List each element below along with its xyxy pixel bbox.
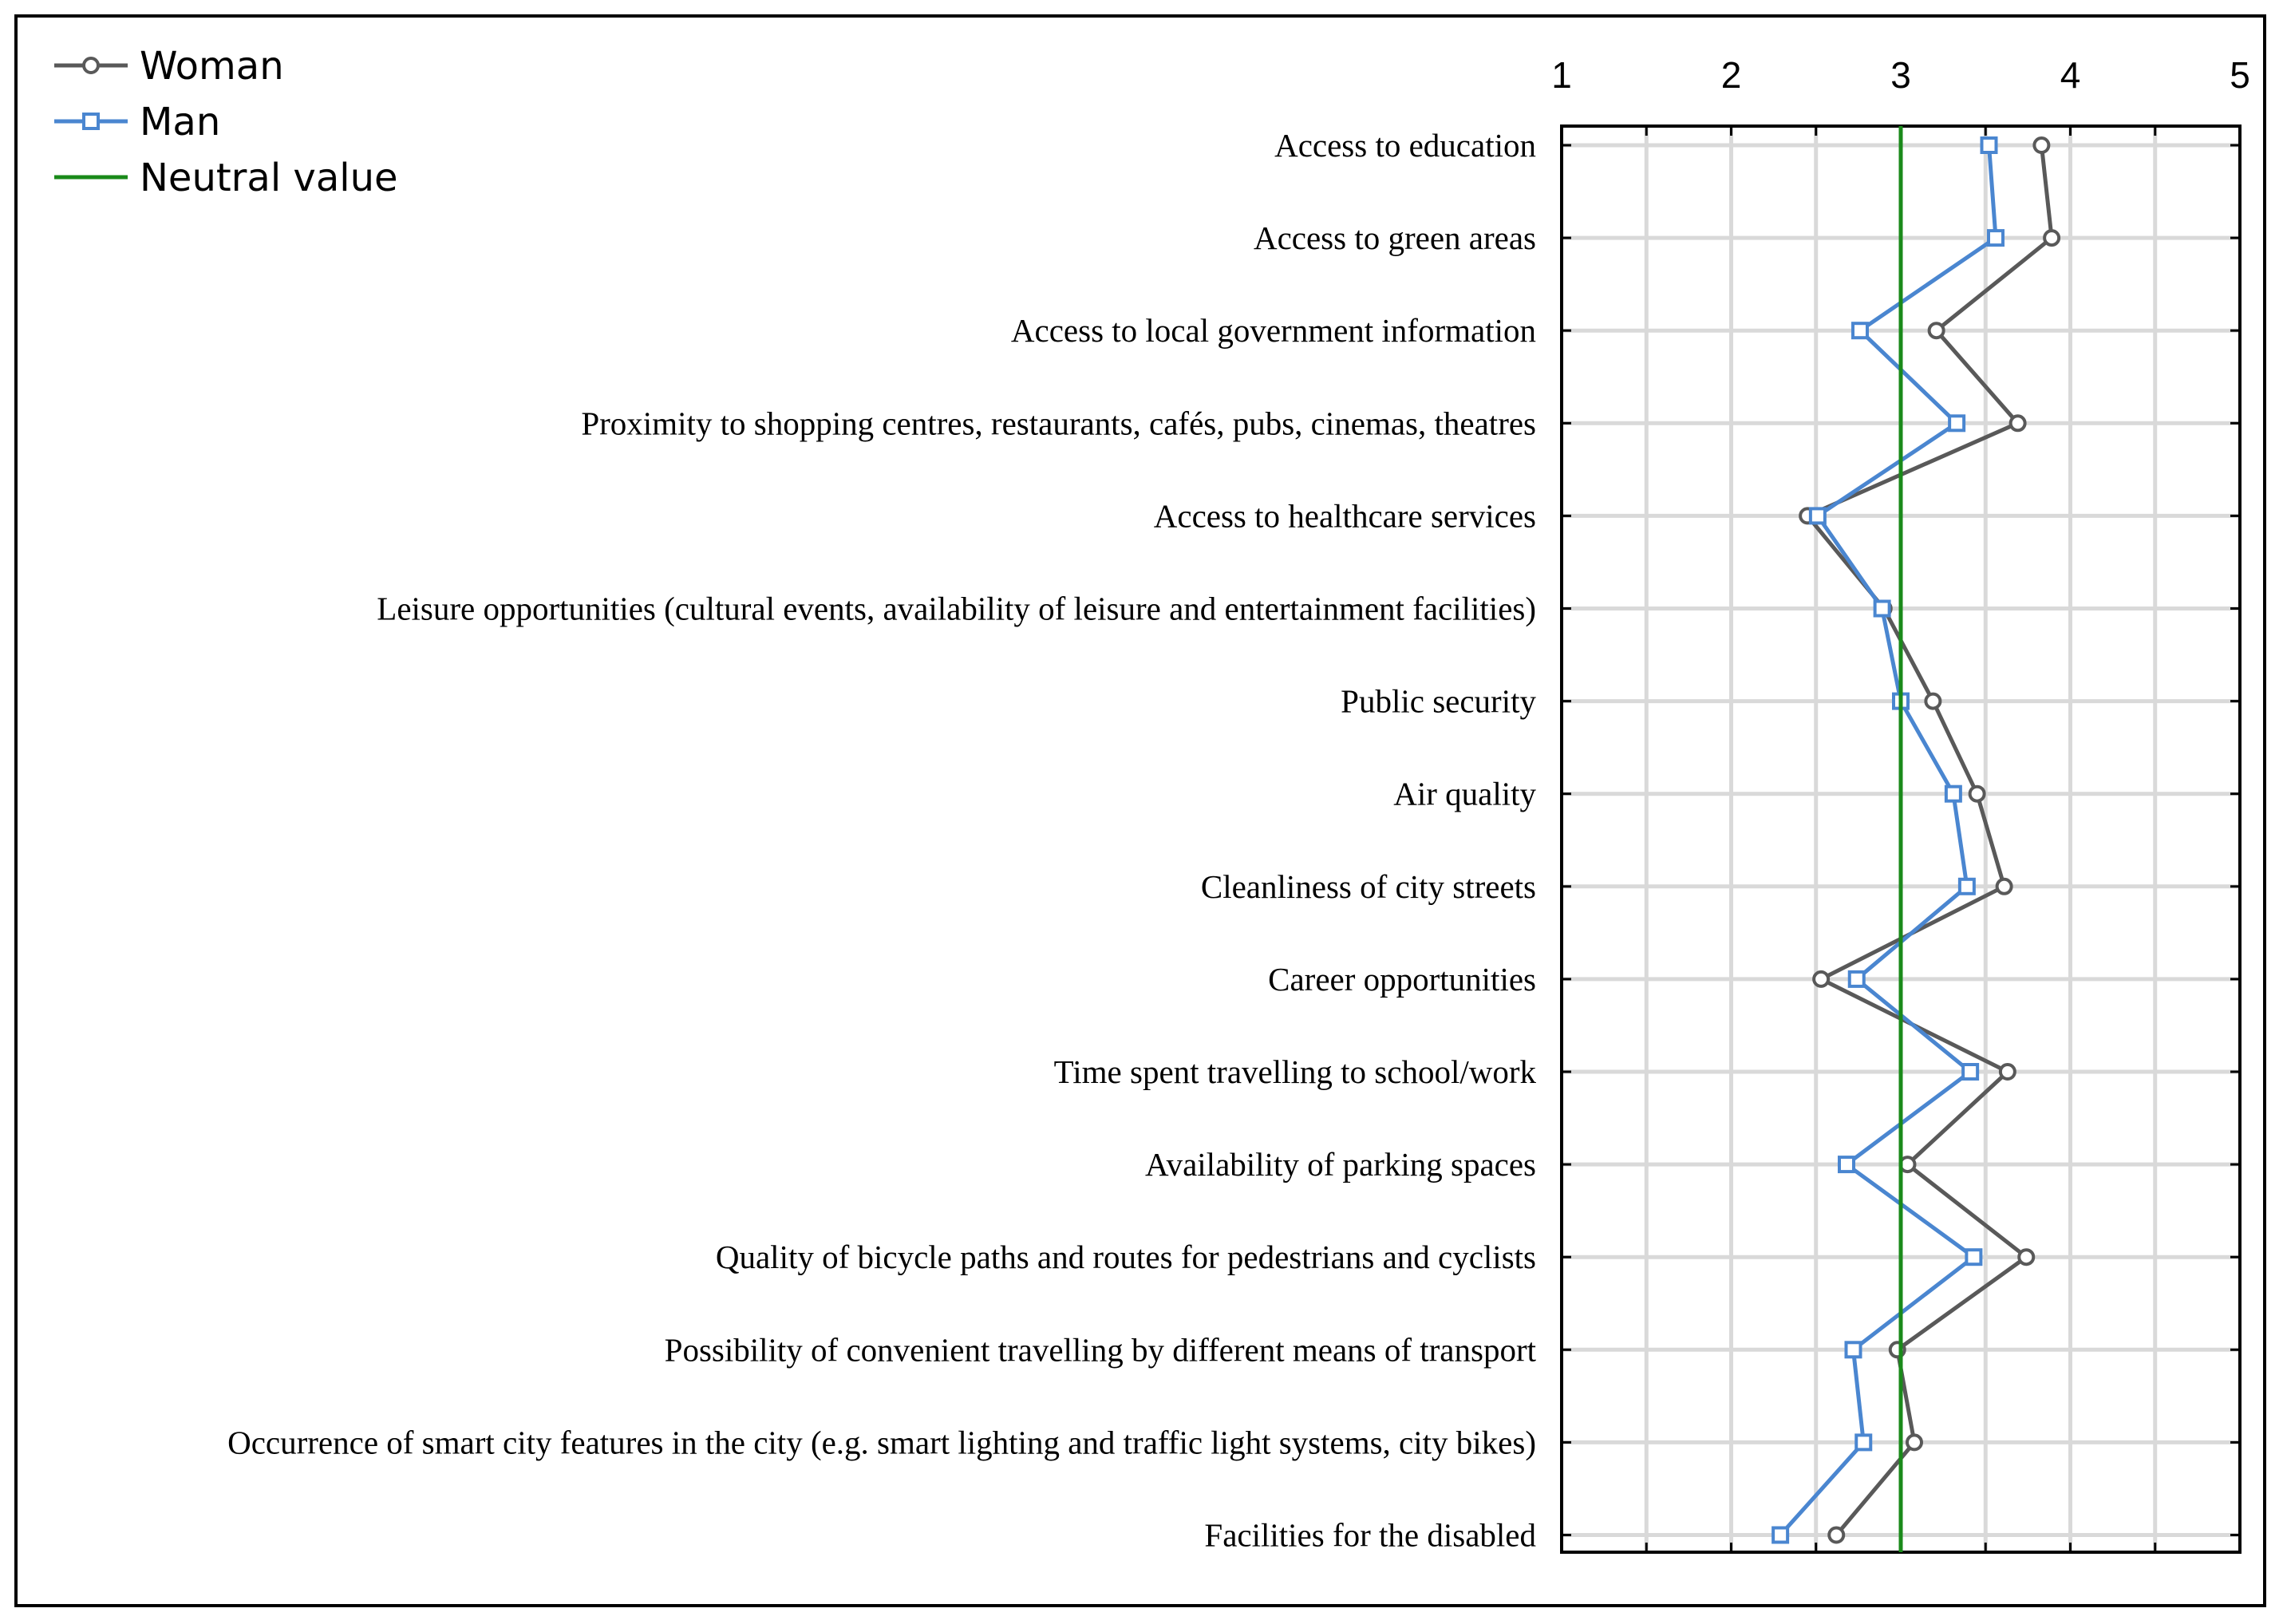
woman-point: [1907, 1435, 1922, 1449]
x-tick-label: 3: [1890, 54, 1911, 96]
legend-label-man: Man: [140, 100, 221, 144]
legend-label-neutral-value: Neutral value: [140, 156, 398, 200]
category-label: Occurrence of smart city features in the city (e.g. smart lighting and traffic light systems, city bikes): [227, 1424, 1536, 1461]
woman-point: [1829, 1528, 1843, 1543]
category-label: Proximity to shopping centres, restaurants, cafés, pubs, cinemas, theatres: [581, 405, 1536, 442]
man-series-line: [1780, 145, 1996, 1535]
category-label: Career opportunities: [1268, 960, 1536, 998]
x-tick-label: 1: [1551, 54, 1572, 96]
category-label: Air quality: [1393, 775, 1536, 812]
woman-point: [1997, 879, 2012, 894]
man-point: [1875, 602, 1890, 616]
woman-series-line: [1807, 145, 2052, 1535]
category-label: Possibility of convenient travelling by different means of transport: [664, 1331, 1536, 1369]
man-point: [1811, 508, 1825, 523]
man-point: [1850, 972, 1864, 986]
category-labels: [227, 127, 1536, 1554]
man-point: [1949, 416, 1964, 430]
woman-point: [2034, 138, 2048, 152]
man-point: [1966, 1250, 1981, 1264]
category-label: Access to healthcare services: [1153, 497, 1536, 535]
man-point: [1960, 879, 1974, 894]
woman-point: [1926, 694, 1940, 709]
category-label: Access to local government information: [1010, 312, 1536, 350]
category-label: Facilities for the disabled: [1204, 1516, 1536, 1554]
category-label: Access to green areas: [1253, 219, 1536, 257]
x-tick-labels: [1551, 54, 2250, 96]
woman-point: [2001, 1065, 2015, 1079]
category-label: Public security: [1341, 682, 1536, 720]
man-point: [1982, 138, 1997, 152]
man-point: [1773, 1528, 1787, 1543]
x-tick-label: 4: [2060, 54, 2081, 96]
man-point: [1856, 1435, 1870, 1449]
woman-point: [1970, 787, 1985, 801]
category-label: Cleanliness of city streets: [1200, 867, 1536, 905]
legend-marker-woman: [84, 58, 98, 73]
woman-point: [2019, 1250, 2033, 1264]
man-point: [1853, 323, 1867, 338]
man-point: [1946, 787, 1961, 801]
legend: [54, 44, 398, 200]
woman-point: [2044, 231, 2059, 245]
man-point: [1847, 1342, 1861, 1357]
category-label: Access to education: [1274, 127, 1536, 164]
legend-marker-man: [84, 114, 98, 128]
category-label: Leisure opportunities (cultural events, availability of leisure and entertainment facilities): [377, 590, 1536, 627]
woman-point: [1929, 323, 1944, 338]
woman-point: [1814, 972, 1828, 986]
category-label: Availability of parking spaces: [1145, 1146, 1536, 1183]
legend-label-woman: Woman: [140, 44, 284, 89]
category-label: Time spent travelling to school/work: [1053, 1053, 1536, 1090]
man-point: [1989, 231, 2003, 245]
x-tick-label: 2: [1720, 54, 1742, 96]
man-point: [1839, 1157, 1854, 1172]
x-tick-label: 5: [2230, 54, 2250, 96]
woman-point: [2011, 416, 2025, 430]
category-label: Quality of bicycle paths and routes for pedestrians and cyclists: [715, 1239, 1536, 1276]
man-point: [1963, 1065, 1977, 1079]
